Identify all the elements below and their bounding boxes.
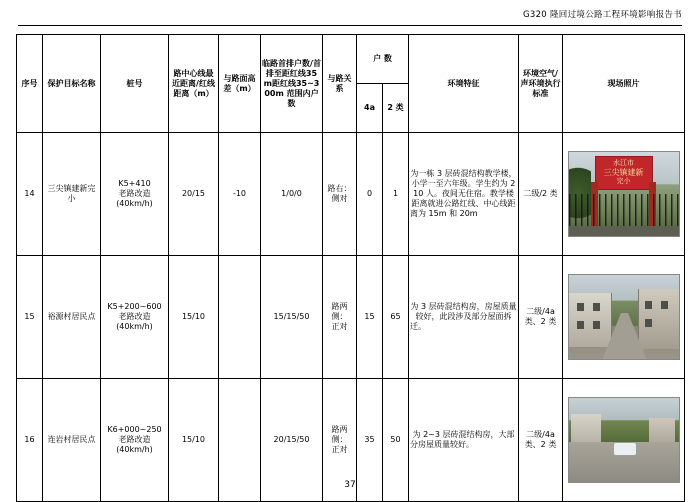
gate-sign: [595, 156, 653, 190]
header-stake: 桩号: [101, 35, 169, 133]
header-count-group: 户 数: [357, 35, 409, 84]
cell-photo: [563, 133, 685, 256]
relation-line-1: 路右：: [327, 184, 352, 193]
cell-distance: 15/10: [169, 256, 219, 379]
stake-line-2: 老路改造: [118, 312, 151, 321]
environmental-targets-table-wrapper: [16, 34, 684, 502]
cell-households: 1/0/0: [261, 133, 323, 256]
cell-standard: 二级/2 类: [519, 133, 563, 256]
table-header-row: [17, 35, 685, 84]
header-households: 临路首排户数/首排至距红线35m距红线35~300m 范围内户数: [261, 35, 323, 133]
environmental-targets-table: [16, 34, 685, 502]
cell-count-2: 50: [383, 379, 409, 502]
cell-households: 15/15/50: [261, 256, 323, 379]
stake-line-1: K5+410: [118, 179, 151, 188]
table-row: [17, 256, 685, 379]
header-count-4a: 4a: [357, 84, 383, 133]
stake-line-1: K5+200~600: [107, 302, 162, 311]
window-shape: [645, 319, 652, 327]
header-feature: 环境特征: [409, 35, 519, 133]
cell-relation: [323, 256, 357, 379]
stake-line-3: (40km/h): [116, 199, 153, 208]
window-shape: [577, 321, 584, 329]
page-header: [18, 8, 682, 28]
cell-feature: 为 2~3 层砖混结构房，大部分房屋质量较好。: [409, 379, 519, 502]
header-elevation: 与路面高差（m）: [219, 35, 261, 133]
header-title: G320 隆回过境公路工程环境影响报告书: [522, 10, 682, 20]
cell-count-4a: 0: [357, 133, 383, 256]
header-divider: [18, 25, 682, 26]
cell-elevation: -10: [219, 133, 261, 256]
cell-seq: 15: [17, 256, 43, 379]
sign-line-1: 水江市: [613, 159, 635, 167]
cell-name: 连岩村居民点: [43, 379, 101, 502]
relation-line-2: 正对: [331, 322, 348, 331]
cell-households: 20/15/50: [261, 379, 323, 502]
relation-line-1: 路两侧：: [331, 425, 348, 444]
school-gate-photo: [568, 151, 680, 237]
ground-shape: [569, 226, 680, 236]
cell-distance: 15/10: [169, 379, 219, 502]
window-shape: [661, 301, 668, 309]
cell-photo: [563, 256, 685, 379]
stake-line-2: 老路改造: [118, 435, 151, 444]
cell-seq: 14: [17, 133, 43, 256]
cell-name: 三尖镇建新完小: [43, 133, 101, 256]
stake-line-1: K6+000~250: [107, 425, 162, 434]
table-row: [17, 133, 685, 256]
cell-feature: 为 3 层砖混结构房，房屋质量较好，此段涉及部分屋面拆迁。: [409, 256, 519, 379]
header-relation: 与路关系: [323, 35, 357, 133]
cell-stake: [101, 256, 169, 379]
header-count-2: 2 类: [383, 84, 409, 133]
cell-feature: 为一栋 3 层砖混结构教学楼，小学一至六年级。学生约为 210 人。夜间无住宿。教学楼距离就进公路红线、中心线距离为 15m 和 20m: [409, 133, 519, 256]
sign-line-2: 三尖镇建新: [603, 168, 644, 177]
window-shape: [593, 303, 600, 311]
cell-standard: 二级/4a 类、2 类: [519, 379, 563, 502]
sign-line-3: 完小: [616, 177, 631, 185]
cell-distance: 20/15: [169, 133, 219, 256]
stake-line-2: 老路改造: [118, 189, 151, 198]
cell-count-2: 65: [383, 256, 409, 379]
road-with-car-photo: [568, 397, 680, 483]
relation-line-2: 侧对: [331, 194, 348, 203]
cell-count-4a: 15: [357, 256, 383, 379]
stake-line-3: (40km/h): [116, 322, 153, 331]
window-shape: [645, 301, 652, 309]
village-road-photo: [568, 274, 680, 360]
cell-count-2: 1: [383, 133, 409, 256]
fence-shape: [569, 194, 680, 228]
cell-stake: [101, 133, 169, 256]
house-right-shape: [638, 289, 679, 349]
cell-elevation: [219, 256, 261, 379]
header-photo: 现场照片: [563, 35, 685, 133]
relation-line-1: 路两侧：: [331, 302, 348, 321]
header-distance: 路中心线最近距离/红线距离（m）: [169, 35, 219, 133]
cell-count-4a: 35: [357, 379, 383, 502]
window-shape: [577, 303, 584, 311]
cell-seq: 16: [17, 379, 43, 502]
header-standard: 环境空气/声环境执行标准: [519, 35, 563, 133]
page-number: 37: [344, 480, 356, 490]
header-seq: 序号: [17, 35, 43, 133]
window-shape: [593, 321, 600, 329]
stake-line-3: (40km/h): [116, 445, 153, 454]
cell-relation: [323, 133, 357, 256]
header-name: 保护目标名称: [43, 35, 101, 133]
cell-standard: 二级/4a 类、2 类: [519, 256, 563, 379]
relation-line-2: 正对: [331, 445, 348, 454]
cell-name: 裕源村居民点: [43, 256, 101, 379]
house-left-shape: [569, 293, 612, 347]
car-shape: [613, 442, 637, 456]
page-footer: [0, 480, 700, 490]
